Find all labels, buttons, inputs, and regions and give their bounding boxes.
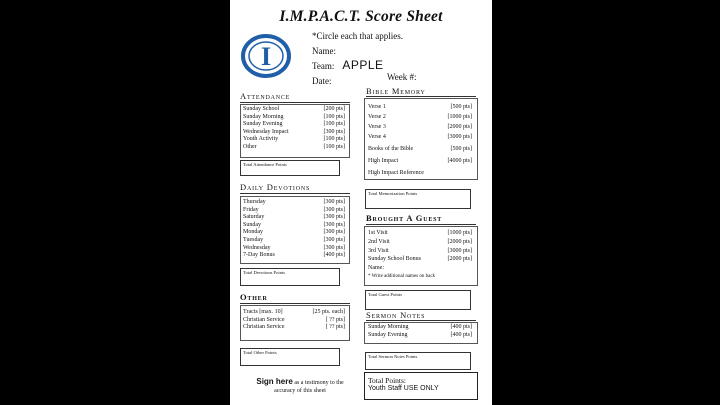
list-item[interactable]: Sunday School Bonus [2000 pts] xyxy=(368,256,472,263)
list-item[interactable]: Sunday Morning [100 pts] xyxy=(243,113,345,120)
list-item[interactable]: 3rd Visit [3000 pts] xyxy=(368,247,472,254)
guest-total-box[interactable]: Total Guest Points xyxy=(365,290,471,310)
list-item[interactable]: Verse 2 [1000 pts] xyxy=(368,114,472,120)
list-item[interactable]: Christian Service [ ?? pts] xyxy=(243,324,345,331)
list-item[interactable]: Books of the Bible [500 pts] xyxy=(368,146,472,152)
week-field[interactable]: Week #: xyxy=(387,72,417,82)
other-total-box[interactable]: Total Other Points xyxy=(240,348,340,366)
sheet-title: I.M.P.A.C.T. Score Sheet xyxy=(279,8,443,25)
circle-note: *Circle each that applies. xyxy=(312,31,403,41)
attendance-rule xyxy=(240,102,350,103)
list-item[interactable]: Sunday [300 pts] xyxy=(243,221,345,228)
list-item[interactable]: Christian Service [ ?? pts] xyxy=(243,316,345,323)
list-item[interactable]: Youth Activity [100 pts] xyxy=(243,136,345,143)
devotions-heading: Daily Devotions xyxy=(240,182,311,192)
list-item[interactable]: Wednesday [300 pts] xyxy=(243,244,345,251)
impact-logo xyxy=(240,32,292,80)
logo-letter: I xyxy=(260,42,272,71)
name-label: Name: xyxy=(312,45,336,56)
guest-list xyxy=(368,229,472,282)
total-points-box[interactable] xyxy=(364,372,478,400)
other-heading: Other xyxy=(240,292,268,302)
sermon-list xyxy=(368,324,472,339)
bible-memory-list xyxy=(368,102,472,178)
attendance-total-box[interactable]: Total Attendance Points xyxy=(240,160,340,176)
sermon-rule xyxy=(366,320,476,321)
list-item[interactable]: 2nd Visit [2000 pts] xyxy=(368,238,472,245)
guest-name-field[interactable]: Name: xyxy=(368,265,384,272)
staff-only-label: Youth Staff USE ONLY xyxy=(368,385,439,392)
bible-memory-heading: Bible Memory xyxy=(366,86,426,96)
devotions-list xyxy=(243,199,345,260)
list-item[interactable]: Saturday [300 pts] xyxy=(243,214,345,221)
team-value: APPLE xyxy=(342,58,384,72)
team-label: Team: xyxy=(312,61,335,71)
list-item[interactable]: Verse 1 [500 pts] xyxy=(368,104,472,110)
bible-memory-rule xyxy=(366,96,476,97)
sermon-heading: Sermon Notes xyxy=(366,310,426,320)
score-sheet xyxy=(230,0,492,405)
guest-note: * Write additional names on back xyxy=(368,273,436,279)
other-list xyxy=(243,309,345,332)
sign-text-2: accuracy of this sheet xyxy=(274,388,326,394)
memorization-total-box[interactable]: Total Memorization Points xyxy=(365,189,471,209)
date-label: Date: xyxy=(312,75,332,86)
list-item[interactable]: Other [100 pts] xyxy=(243,143,345,150)
devotions-total-box[interactable]: Total Devotions Points xyxy=(240,268,340,286)
total-points-label: Total Points: xyxy=(368,376,407,385)
list-item[interactable]: 1st Visit [1000 pts] xyxy=(368,230,472,236)
attendance-heading: Attendance xyxy=(240,91,291,101)
list-item[interactable]: Sunday Evening [400 pts] xyxy=(368,331,472,338)
guest-rule xyxy=(366,224,476,225)
guest-heading: Brought A Guest xyxy=(366,213,443,223)
list-item[interactable]: Thursday [300 pts] xyxy=(243,199,345,205)
list-item[interactable]: Friday [300 pts] xyxy=(243,206,345,213)
list-item[interactable]: Tuesday [300 pts] xyxy=(243,236,345,243)
list-item[interactable]: Sunday School [200 pts] xyxy=(243,106,345,112)
name-field[interactable] xyxy=(312,44,403,59)
attendance-list xyxy=(243,106,345,152)
list-item[interactable]: Verse 4 [3000 pts] xyxy=(368,134,472,140)
list-item[interactable]: Verse 3 [2000 pts] xyxy=(368,124,472,130)
signature-area[interactable] xyxy=(244,378,356,395)
sign-here-label: Sign here xyxy=(256,377,293,386)
list-item[interactable]: Sunday Evening [100 pts] xyxy=(243,121,345,128)
list-item[interactable]: 7-Day Bonus [400 pts] xyxy=(243,252,345,259)
sermon-total-box[interactable]: Total Sermon Notes Points xyxy=(365,352,471,370)
sign-text-1: as a testimony to the xyxy=(294,380,344,386)
list-item[interactable]: High Impact [4000 pts] xyxy=(368,158,472,164)
other-rule xyxy=(240,303,350,304)
devotions-rule xyxy=(240,193,350,194)
list-item[interactable]: Sunday Morning [400 pts] xyxy=(368,324,472,330)
list-item[interactable]: Wednesday Impact [300 pts] xyxy=(243,128,345,135)
list-item[interactable]: Tracts [max. 10] [25 pts. each] xyxy=(243,309,345,315)
list-item[interactable]: High Impact Reference xyxy=(368,170,424,176)
list-item[interactable]: Monday [300 pts] xyxy=(243,229,345,236)
